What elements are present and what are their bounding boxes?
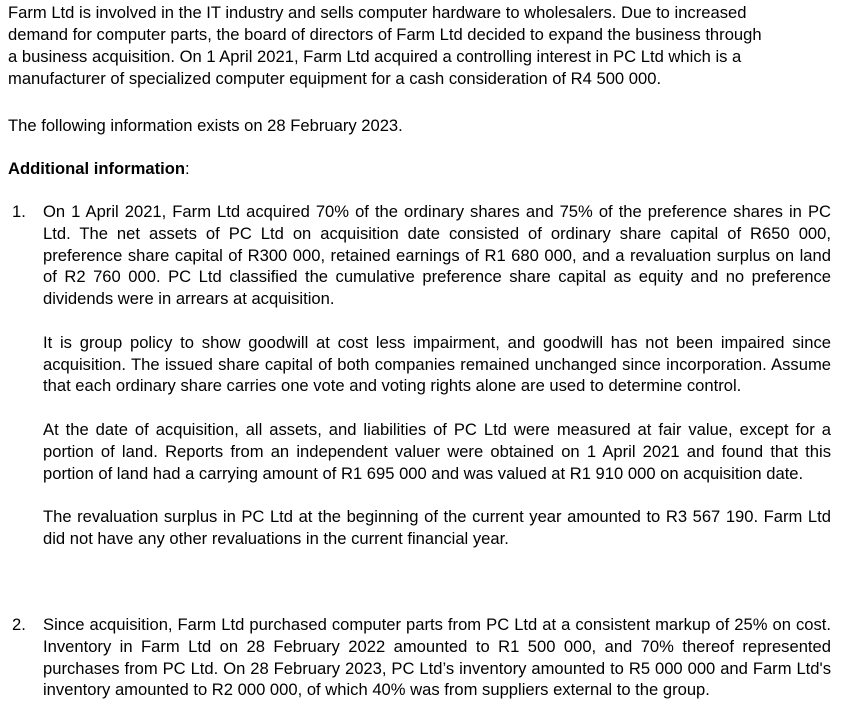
intro-line: demand for computer parts, the board of directors of Farm Ltd decided to expand the business through — [8, 25, 762, 44]
list-item-body — [43, 201, 831, 550]
intro-line: a business acquisition. On 1 April 2021, Farm Ltd acquired a controlling interest in PC Ltd which is a — [8, 47, 742, 66]
document-page — [8, 2, 858, 90]
intro-line: Farm Ltd is involved in the IT industry and sells computer hardware to wholesalers. Due to increased — [8, 3, 747, 22]
intro-line: manufacturer of specialized computer equipment for a cash consideration of R4 500 000. — [8, 69, 662, 88]
list-item-paragraph: The revaluation surplus in PC Ltd at the beginning of the current year amounted to R3 567 190. Farm Ltd did not have any other revaluations in the current financial year. — [43, 507, 831, 548]
list-item-number: 1. — [12, 202, 26, 221]
list-item-paragraph: On 1 April 2021, Farm Ltd acquired 70% of the ordinary shares and 75% of the preference shares in PC Ltd. The net assets of PC Ltd on acquisition date consisted of ordinary share capital of R650 000, preference share capital of R300 000, retained earnings of R1 680 000, and a revaluation surplus on land of R2 760 000. PC Ltd classified the cumulative preference share capital as equity and no preference dividends were in arrears at acquisition. — [43, 202, 831, 309]
additional-info-heading-colon: : — [184, 159, 190, 178]
list-item-paragraph: Since acquisition, Farm Ltd purchased computer parts from PC Ltd at a consistent markup of 25% on cost. Inventory in Farm Ltd on 28 February 2022 amounted to R1 500 000, and 70% thereof represented purchases from PC Ltd. On 28 February 2023, PC Ltd’s inventory amounted to R5 000 000 and Farm Ltd's inventory amounted to R2 000 000, of which 40% was from suppliers external to the group. — [43, 615, 831, 700]
list-item-paragraph: At the date of acquisition, all assets, and liabilities of PC Ltd were measured at fair value, except for a portion of land. Reports from an independent valuer were obtained on 1 April 2021 and found that this portion of land had a carrying amount of R1 695 000 and was valued at R1 910 000 on acquisition date. — [43, 419, 831, 483]
list-item-number: 2. — [12, 615, 26, 634]
info-sentence: The following information exists on 28 February 2023. — [8, 116, 403, 135]
additional-info-heading — [8, 158, 190, 180]
additional-info-heading-text: Additional information — [8, 159, 185, 178]
list-item-paragraph: It is group policy to show goodwill at cost less impairment, and goodwill has not been impaired since acquisition. The issued share capital of both companies remained unchanged since incorporation. Assume that each ordinary share carries one vote and voting rights alone are used to determine control. — [43, 332, 831, 396]
list-item-body — [43, 614, 831, 701]
intro-paragraph — [8, 2, 858, 90]
